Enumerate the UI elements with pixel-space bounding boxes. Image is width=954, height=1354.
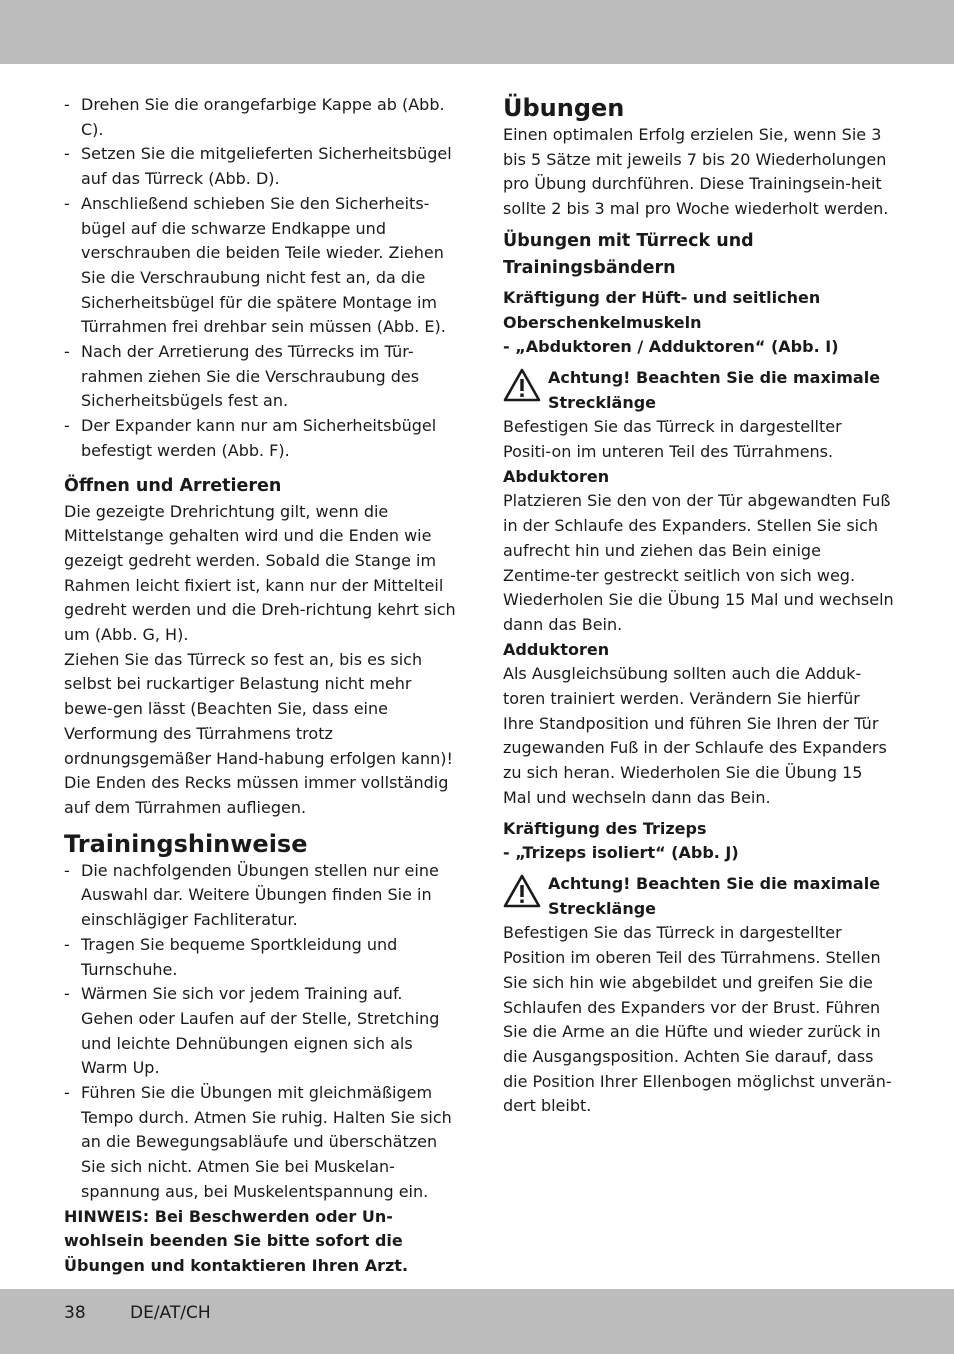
uebungen-heading: Übungen [503, 94, 625, 122]
abduktoren-label: Abduktoren [503, 466, 610, 486]
list-item: - Drehen Sie die orangefarbige Kappe ab (Abb. C). [64, 93, 456, 142]
list-item: - Setzen Sie die mitgelieferten Sicherheitsbügel auf das Türreck (Abb. D). [64, 142, 456, 191]
list-item: - Der Expander kann nur am Sicherheitsbügel befestigt werden (Abb. F). [64, 414, 456, 463]
warning-block [503, 872, 895, 921]
header-bar [0, 0, 954, 64]
adduktoren-label: Adduktoren [503, 639, 610, 659]
warning-triangle-icon [503, 874, 541, 908]
oeffnen-heading: Öffnen und Arretieren [64, 475, 282, 496]
hinweis-note: HINWEIS: Bei Beschwerden oder Un-wohlsein beenden Sie bitte sofort die Übungen und kontaktieren Ihren Arzt. [64, 1206, 409, 1275]
footer-bar [0, 1289, 954, 1354]
exercise-2-paragraph: Befestigen Sie das Türreck in dargestellter Position im oberen Teil des Türrahmens. Stellen Sie sich hin wie abgebildet und greifen Sie die Schlaufen des Expanders vor der Brust. Führen Sie die Arme an die Hüfte und wieder zurück in die Ausgangsposition. Achten Sie darauf, dass die Position Ihrer Ellenbogen möglichst unverän-dert bleibt. [503, 923, 892, 1116]
exercise-2-subtitle: - „Trizeps isoliert“ (Abb. J) [503, 843, 739, 863]
right-column [503, 93, 895, 1119]
exercise-2-title: Kräftigung des Trizeps [503, 818, 707, 838]
page-number: 38 [64, 1303, 86, 1323]
training-heading: Trainingshinweise [64, 829, 308, 858]
warning-block [503, 366, 895, 415]
uebungen-paragraph: Einen optimalen Erfolg erzielen Sie, wenn Sie 3 bis 5 Sätze mit jeweils 7 bis 20 Wiederholungen pro Übung durchführen. Diese Trainingsein-heit sollte 2 bis 3 mal pro Woche wiederholt werden. [503, 125, 889, 219]
oeffnen-paragraph-2: Ziehen Sie das Türreck so fest an, bis es sich selbst bei ruckartiger Belastung nicht mehr bewe-gen lässt (Beachten Sie, dass eine Verformung des Türrahmens trotz ordnungsgemäßer Hand-habung erfolgen kann)! Die Enden des Recks müssen immer vollständig auf dem Türrahmen aufliegen. [64, 649, 453, 817]
exercise-1-title: Kräftigung der Hüft- und seitlichen Oberschenkelmuskeln [503, 287, 821, 332]
adduktoren-paragraph: Als Ausgleichsübung sollten auch die Adduk-toren trainiert werden. Verändern Sie hierfür Ihre Standposition und führen Sie Ihren der Tür zugewanden Fuß in der Schlaufe des Expanders zu sich heran. Wiederholen Sie die Übung 15 Mal und wechseln dann das Bein. [503, 664, 887, 807]
warning-text: Achtung! Beachten Sie die maximale Strecklänge [548, 873, 881, 918]
training-tips-list [64, 859, 456, 1205]
list-item: - Tragen Sie bequeme Sportkleidung und Turnschuhe. [64, 933, 456, 982]
list-item: - Anschließend schieben Sie den Sicherheits-bügel auf die schwarze Endkappe und verschrauben die beiden Teile wieder. Ziehen Sie die Verschraubung nicht fest an, da die Sicherheitsbügel für die spätere Montage im Türrahmen frei drehbar sein müssen (Abb. E). [64, 192, 456, 340]
list-item: - Nach der Arretierung des Türrecks im Tür-rahmen ziehen Sie die Verschraubung des Sicherheitsbügels fest an. [64, 340, 456, 414]
list-item: - Wärmen Sie sich vor jedem Training auf. Gehen oder Laufen auf der Stelle, Stretching und leichte Dehnübungen eignen sich als Warm Up. [64, 982, 456, 1081]
warning-text: Achtung! Beachten Sie die maximale Strecklänge [548, 367, 881, 412]
abduktoren-paragraph: Platzieren Sie den von der Tür abgewandten Fuß in der Schlaufe des Expanders. Stellen Sie sich aufrecht hin und ziehen das Bein einige Zentime-ter gestreckt seitlich von sich weg. Wiederholen Sie die Übung 15 Mal und wechseln dann das Bein. [503, 491, 894, 634]
exercise-1-paragraph: Befestigen Sie das Türreck in dargestellter Positi-on im unteren Teil des Türrahmens. [503, 417, 842, 462]
exercise-1-subtitle: - „Abduktoren / Adduktoren“ (Abb. I) [503, 337, 839, 357]
warning-triangle-icon [503, 368, 541, 402]
region-label: DE/AT/CH [130, 1303, 211, 1323]
oeffnen-paragraph-1: Die gezeigte Drehrichtung gilt, wenn die Mittelstange gehalten wird und die Enden wie gezeigt gedreht werden. Sobald die Stange im Rahmen leicht fixiert ist, kann nur der Mittelteil gedreht werden und die Dreh-richtung kehrt sich um (Abb. G, H). [64, 501, 456, 645]
uebungen-subheading: Übungen mit Türreck und Trainingsbändern [503, 230, 754, 278]
list-item: - Die nachfolgenden Übungen stellen nur eine Auswahl dar. Weitere Übungen finden Sie in einschlägiger Fachliteratur. [64, 859, 456, 933]
assembly-steps-list [64, 93, 456, 464]
left-column [64, 93, 456, 1279]
list-item: - Führen Sie die Übungen mit gleichmäßigem Tempo durch. Atmen Sie ruhig. Halten Sie sich an die Bewegungsabläufe und überschätzen Sie sich nicht. Atmen Sie bei Muskelan-spannung aus, bei Muskelentspannung ein. [64, 1081, 456, 1205]
